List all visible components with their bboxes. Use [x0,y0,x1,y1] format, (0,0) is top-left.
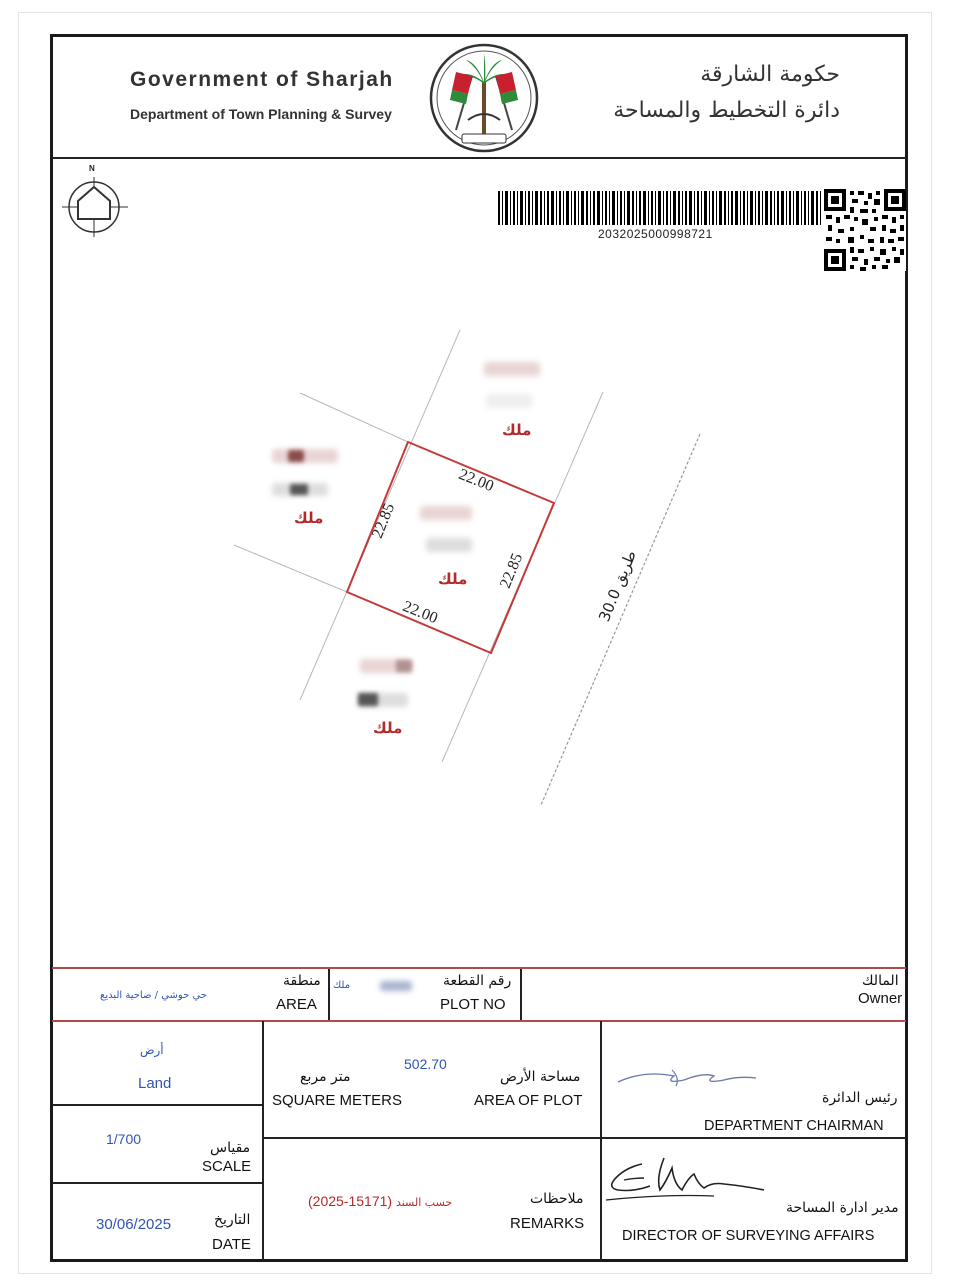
redacted-mark [484,362,540,376]
road-edge-line [541,434,700,805]
dimension-left: 22.85 [368,500,399,541]
redacted-mark [396,660,412,672]
area-label-ar: منطقة [283,973,321,989]
row1-separator [520,969,522,1020]
header-title-ar: حكومة الشارقة [700,62,840,87]
date-value: 30/06/2025 [96,1216,172,1233]
plot-area-label-ar: مساحة الأرض [500,1069,581,1085]
header-subtitle-en: Department of Town Planning & Survey [130,106,392,122]
area-value: حي حوشي / ضاحية البديع [100,990,207,1001]
redacted-mark [272,449,338,463]
sqm-label-ar: متر مربع [300,1069,351,1085]
sharjah-emblem-icon [428,42,540,154]
header-title-en: Government of Sharjah [130,68,394,91]
plot-map [52,160,906,968]
redacted-mark [288,450,304,462]
remarks-value-number: (2025-15171) [308,1193,393,1209]
plot-no-label-en: PLOT NO [440,996,506,1013]
redacted-mark [426,538,472,552]
remarks-value-prefix: حسب السند [395,1196,453,1209]
scale-value: 1/700 [106,1131,142,1147]
grid-col-line [262,1021,264,1260]
north-label: N [89,164,95,173]
row1-separator [328,969,330,1020]
chairman-signature [614,1062,760,1092]
header-divider [52,157,906,159]
grid-row-line [52,1104,262,1106]
remarks-label-ar: ملاحظات [530,1191,584,1207]
chairman-label-ar: رئيس الدائرة [822,1090,898,1106]
chairman-label-en: DEPARTMENT CHAIRMAN [704,1118,884,1134]
redacted-mark [358,693,378,706]
land-type-en: Land [138,1075,172,1092]
dimension-top: 22.00 [456,465,497,496]
table-row-line [52,1020,906,1022]
dimension-bottom: 22.00 [400,597,441,628]
remarks-value [308,1193,452,1209]
table-top-line [52,967,906,969]
plot-area-label-en: AREA OF PLOT [474,1092,583,1109]
grid-col-line [600,1021,602,1260]
grid-row-line [52,1182,262,1184]
director-signature [604,1154,774,1212]
remarks-label-en: REMARKS [510,1215,585,1232]
neighbor-north-label: ملك [502,421,532,439]
sqm-label-en: SQUARE METERS [272,1092,403,1109]
barcode-number: 2032025000998721 [598,227,713,241]
redacted-mark [486,394,532,408]
neighbor-west-label: ملك [294,509,324,527]
parcel-line-south [234,545,347,592]
parcel-line-north [300,393,408,442]
land-type-ar: أرض [140,1043,164,1057]
road-label: طريق 30.0 [595,547,640,625]
plot-number-prefix: ملك [333,980,351,991]
scale-label-ar: مقياس [210,1140,251,1156]
redacted-plot-number [380,981,412,991]
dimension-right: 22.85 [496,550,527,591]
date-label-en: DATE [212,1236,251,1253]
neighbor-south-label: ملك [373,719,403,737]
director-label-ar: مدير ادارة المساحة [786,1200,899,1216]
owner-label-en: Owner [858,990,903,1007]
redacted-mark [420,506,472,520]
director-label-en: DIRECTOR OF SURVEYING AFFAIRS [622,1228,875,1244]
plot-area-value: 502.70 [404,1056,447,1072]
plot-label: ملك [438,570,468,588]
owner-label-ar: المالك [862,973,899,989]
area-label-en: AREA [276,996,317,1013]
redacted-mark [290,484,308,495]
scale-label-en: SCALE [202,1158,252,1175]
date-label-ar: التاريخ [214,1212,251,1228]
header-subtitle-ar: دائرة التخطيط والمساحة [613,98,840,123]
grid-row-line [262,1137,906,1139]
plot-no-label-ar: رقم القطعة [443,973,512,989]
